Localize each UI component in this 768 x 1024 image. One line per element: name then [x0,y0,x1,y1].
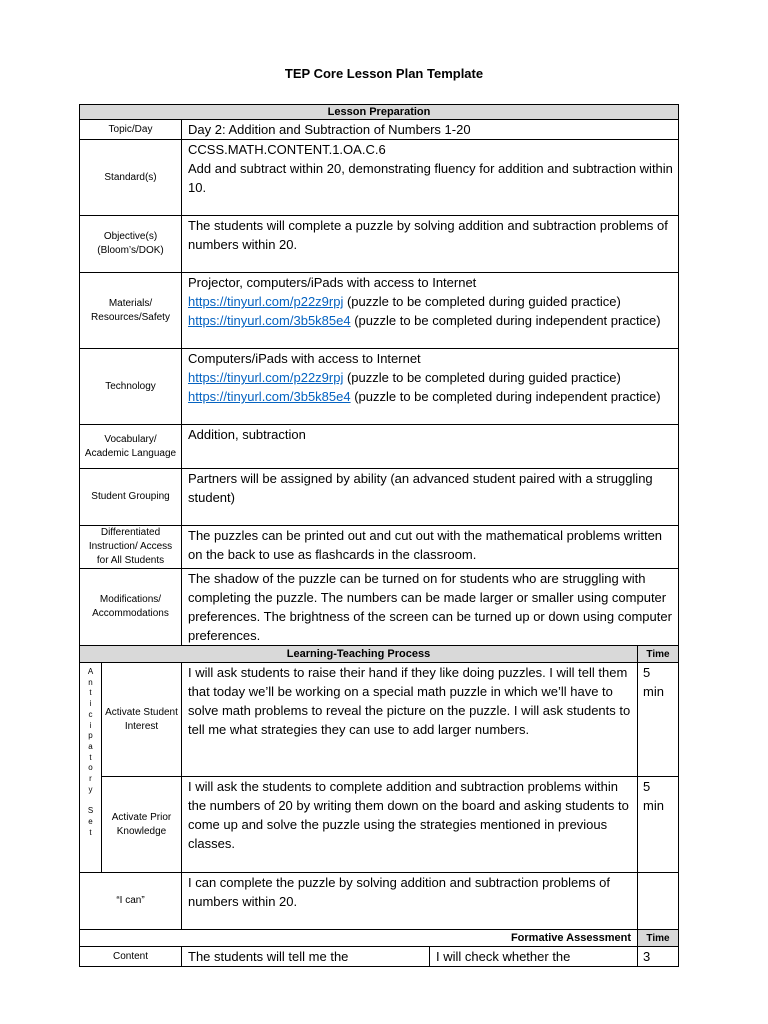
standard-code: CCSS.MATH.CONTENT.1.OA.C.6 [188,142,386,157]
activate-prior-value: I will ask the students to complete addition and subtraction problems within the numbers of 20 by writing them down on the board and asking students to come up and solve the puzzle using the strategies mentioned in previous classes. [182,777,638,873]
grouping-value: Partners will be assigned by ability (an advanced student paired with a struggling student) [182,469,679,526]
row-standard [80,140,679,216]
technology-label: Technology [80,349,182,425]
row-topic [80,120,679,140]
activate-prior-label: Activate Prior Knowledge [102,777,182,873]
row-technology [80,349,679,425]
activate-interest-label: Activate Student Interest [102,663,182,777]
time-header: Time [638,930,679,947]
materials-label: Materials/ Resources/Safety [80,273,182,349]
section-learning-teaching [80,646,679,663]
row-activate-interest [80,663,679,777]
topic-label: Topic/Day [80,120,182,140]
modifications-value: The shadow of the puzzle can be turned on for students who are struggling with completing the puzzle. The numbers can be made larger or smaller using computer preferences. The brightness of the screen can be turned up or down using computer preferences. [182,569,679,646]
section-title: Lesson Preparation [80,105,679,120]
vertical-letter: S [87,806,94,816]
differentiated-value: The puzzles can be printed out and cut out with the mathematical problems written on the back to use as flashcards in the classroom. [182,526,679,569]
vertical-letter: i [89,720,92,730]
i-can-label: “I can” [80,873,182,930]
i-can-value: I can complete the puzzle by solving addition and subtraction problems of numbers within 20. [182,873,638,930]
row-formative-header [80,930,679,947]
topic-value: Day 2: Addition and Subtraction of Numbers 1-20 [182,120,679,140]
vertical-letter: e [88,816,93,826]
standard-label: Standard(s) [80,140,182,216]
materials-line: Projector, computers/iPads with access to Internet [188,275,477,290]
materials-value [182,273,679,349]
vertical-letter: t [89,688,92,698]
vertical-letter: y [88,784,93,794]
technology-link-note: (puzzle to be completed during guided practice) [343,370,621,385]
materials-link-guided[interactable]: https://tinyurl.com/p22z9rpj [188,294,344,309]
vertical-letter: n [88,677,93,687]
content-student-text: The students will tell me the [182,947,430,967]
vertical-letter: A [87,667,94,676]
vocabulary-label: Vocabulary/ Academic Language [80,425,182,469]
row-content [80,947,679,967]
row-activate-prior [80,777,679,873]
materials-link-independent[interactable]: https://tinyurl.com/3b5k85e4 [188,313,351,328]
vertical-letter: r [89,774,92,784]
materials-link-note: (puzzle to be completed during independent practice) [350,313,661,328]
technology-value [182,349,679,425]
materials-link-row [188,311,674,330]
content-label: Content [80,947,182,967]
document-title: TEP Core Lesson Plan Template [284,66,484,81]
technology-link-row [188,368,674,387]
row-materials [80,273,679,349]
vertical-letter [80,795,101,806]
row-differentiated [80,526,679,569]
row-objective [80,216,679,273]
materials-link-row [188,292,674,311]
section-title: Learning-Teaching Process [80,646,638,663]
grouping-label: Student Grouping [80,469,182,526]
vertical-letter: c [88,709,93,719]
vertical-letter: a [88,741,93,751]
vertical-letter: o [88,763,93,773]
formative-assessment-header: Formative Assessment [80,930,638,947]
row-modifications [80,569,679,646]
lesson-plan-table [79,104,679,967]
differentiated-label: Differentiated Instruction/ Access for All Students [80,526,182,569]
activate-prior-time: 5 min [638,777,679,873]
row-grouping [80,469,679,526]
vertical-letter: t [89,752,92,762]
content-time: 3 [638,947,679,967]
technology-link-note: (puzzle to be completed during independent practice) [350,389,661,404]
materials-link-note: (puzzle to be completed during guided practice) [343,294,621,309]
anticipatory-set-vertical-label [80,663,102,873]
activate-interest-value: I will ask students to raise their hand if they like doing puzzles. I will tell them that today we’ll be working on a special math puzzle in which we’ll have to solve math problems to reveal the picture on the puzzle. I will ask students to tell me what strategies they can use to add larger numbers. [182,663,638,777]
content-teacher-text: I will check whether the [430,947,638,967]
activate-interest-time: 5 min [638,663,679,777]
modifications-label: Modifications/ Accommodations [80,569,182,646]
vertical-letter: i [89,699,92,709]
standard-value [182,140,679,216]
section-lesson-preparation [80,105,679,120]
objective-label: Objective(s) (Bloom’s/DOK) [80,216,182,273]
technology-link-independent[interactable]: https://tinyurl.com/3b5k85e4 [188,389,351,404]
time-header: Time [638,646,679,663]
vertical-letter: p [88,731,93,741]
technology-link-row [188,387,674,406]
technology-line: Computers/iPads with access to Internet [188,351,421,366]
row-i-can [80,873,679,930]
vertical-letter: t [89,827,92,837]
technology-link-guided[interactable]: https://tinyurl.com/p22z9rpj [188,370,344,385]
vocabulary-value: Addition, subtraction [182,425,679,469]
i-can-time [638,873,679,930]
objective-value: The students will complete a puzzle by solving addition and subtraction problems of numbers within 20. [182,216,679,273]
row-vocabulary [80,425,679,469]
standard-description: Add and subtract within 20, demonstrating fluency for addition and subtraction within 10. [188,161,673,195]
